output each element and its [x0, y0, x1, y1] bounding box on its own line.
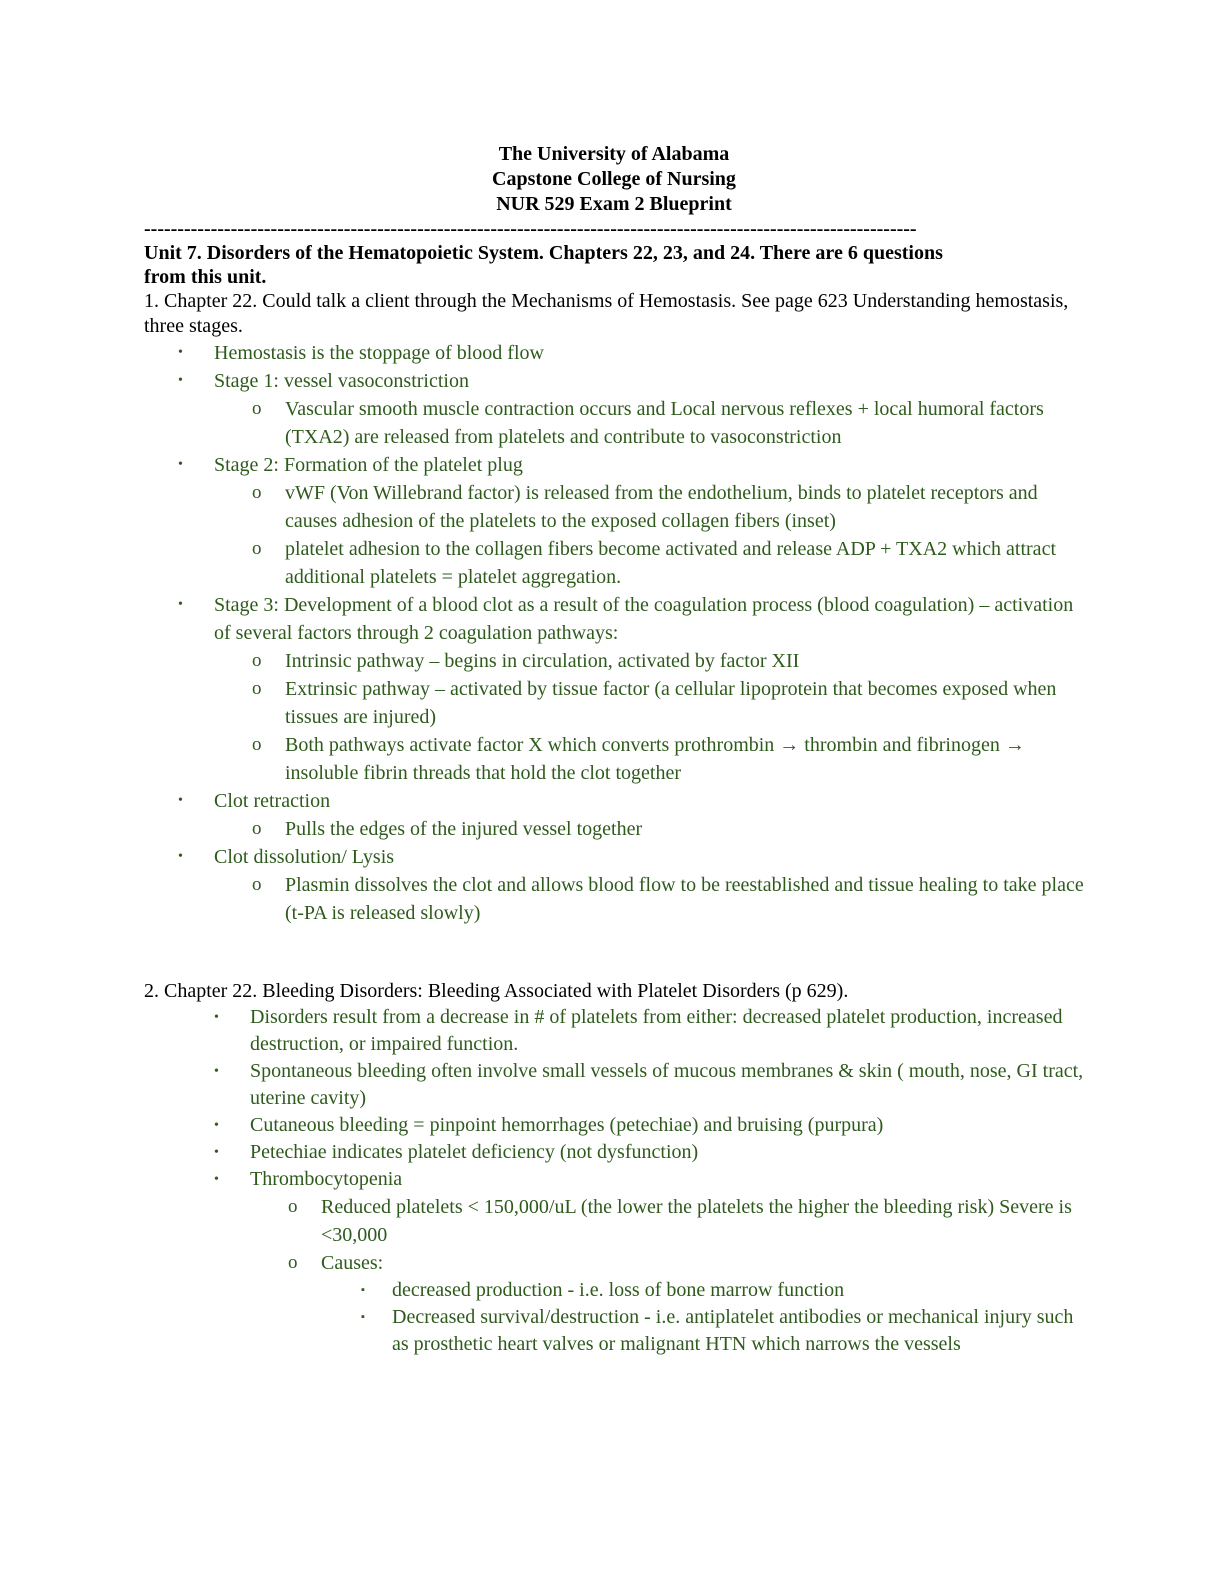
university-title: The University of Alabama	[498, 143, 730, 165]
bullet-icon: •	[178, 373, 183, 388]
page-content	[144, 142, 1084, 1358]
dashed-divider: --------------------------------------------------------------------------------------------------------------------	[144, 218, 917, 240]
bullet-icon: •	[214, 1145, 219, 1160]
sub-list-item: o Vascular smooth muscle contraction occurs and Local nervous reflexes + local humoral factors (TXA2) are released from platelets and contribute to vasoconstriction	[214, 395, 1084, 451]
list-item: • Cutaneous bleeding = pinpoint hemorrhages (petechiae) and bruising (purpura)	[144, 1112, 1084, 1139]
question-2-list	[144, 1004, 1084, 1358]
sub-sub-list-item: ▪ Decreased survival/destruction - i.e. antiplatelet antibodies or mechanical injury such as prosthetic heart valves or malignant HTN which narrows the vessels	[361, 1306, 1074, 1355]
list-item: • Hemostasis is the stoppage of blood flow	[144, 339, 1084, 367]
sub-sub-list-item: ▪ decreased production - i.e. loss of bone marrow function	[321, 1277, 1084, 1304]
bullet-icon: •	[214, 1064, 219, 1079]
sub-list-item: o Both pathways activate factor X which converts prothrombin → thrombin and fibrinogen → insoluble fibrin threads that hold the clot together	[214, 731, 1084, 787]
bullet-icon: •	[214, 1118, 219, 1133]
sub-list-item: o Extrinsic pathway – activated by tissue factor (a cellular lipoprotein that becomes exposed when tissues are injured)	[214, 675, 1084, 731]
circle-bullet-icon: o	[252, 398, 262, 419]
list-item: • Spontaneous bleeding often involve small vessels of mucous membranes & skin ( mouth, nose, GI tract, uterine cavity)	[214, 1060, 1084, 1109]
circle-bullet-icon: o	[252, 538, 262, 559]
sub-list-item: o Reduced platelets < 150,000/uL (the lower the platelets the higher the bleeding risk) Severe is <30,000	[250, 1193, 1084, 1249]
circle-bullet-icon: o	[252, 874, 262, 895]
sub-list-item: o Plasmin dissolves the clot and allows blood flow to be reestablished and tissue healing to take place (t-PA is released slowly)	[214, 871, 1084, 927]
circle-bullet-icon: o	[252, 482, 262, 503]
bullet-icon: •	[214, 1010, 219, 1025]
list-item: • Clot dissolution/ Lysis o Plasmin dissolves the clot and allows blood flow to be reestablished and tissue healing to take place (t-PA is released slowly)	[144, 843, 1084, 927]
question-2-heading: 2. Chapter 22. Bleeding Disorders: Bleeding Associated with Platelet Disorders (p 629).	[144, 980, 849, 1002]
bullet-icon: •	[178, 597, 183, 612]
list-item: • Petechiae indicates platelet deficiency (not dysfunction)	[144, 1139, 1084, 1166]
question-2-section	[144, 979, 1084, 1358]
list-item: • Clot retraction o Pulls the edges of the injured vessel together	[144, 787, 1084, 843]
college-title: Capstone College of Nursing	[492, 168, 736, 190]
circle-bullet-icon: o	[252, 650, 262, 671]
bullet-icon: •	[178, 345, 183, 360]
list-item: • Stage 3: Development of a blood clot as a result of the coagulation process (blood coagulation) – activation of several factors through 2 coagulation pathways: o Intrinsic pathway – begins in circulation, activated by factor XII o Extrinsic pathway – activated by tissue factor (a cellular lipoprotein that becomes exposed when tissues are injured) o Both pathways activate factor X which converts prothrombin → thrombin and fibrinogen → insoluble fibrin threads that hold the clot together	[144, 591, 1084, 787]
sub-list-item: o Intrinsic pathway – begins in circulation, activated by factor XII	[214, 647, 1084, 675]
bullet-icon: •	[214, 1172, 219, 1187]
sub-list-item: o vWF (Von Willebrand factor) is released from the endothelium, binds to platelet receptors and causes adhesion of the platelets to the exposed collagen fibers (inset)	[214, 479, 1084, 535]
bullet-icon: •	[178, 793, 183, 808]
list-item: • Thrombocytopenia o Reduced platelets < 150,000/uL (the lower the platelets the higher the bleeding risk) Severe is <30,000 o Causes: ▪ decreased production - i.e. loss of bone marrow function ▪ Decreased survival/destruction - i.e. antiplatelet antibodies or mechanical injury such as prosthetic heart valves or malignant HTN which narrows the vessels	[144, 1166, 1084, 1358]
square-bullet-icon: ▪	[361, 1284, 365, 1296]
circle-bullet-icon: o	[252, 818, 262, 839]
list-item: • Stage 2: Formation of the platelet plug o vWF (Von Willebrand factor) is released from the endothelium, binds to platelet receptors and causes adhesion of the platelets to the exposed collagen fibers (inset) o platelet adhesion to the collagen fibers become activated and release ADP + TXA2 which attract additional platelets = platelet aggregation.	[144, 451, 1084, 591]
square-bullet-icon: ▪	[361, 1311, 365, 1323]
sub-list-item: o platelet adhesion to the collagen fibers become activated and release ADP + TXA2 which attract additional platelets = platelet aggregation.	[214, 535, 1084, 591]
list-item: • Stage 1: vessel vasoconstriction o Vascular smooth muscle contraction occurs and Local nervous reflexes + local humoral factors (TXA2) are released from platelets and contribute to vasoconstriction	[144, 367, 1084, 451]
circle-bullet-icon: o	[288, 1252, 298, 1273]
question-1-list	[144, 339, 1084, 927]
unit-heading: Unit 7. Disorders of the Hematopoietic System. Chapters 22, 23, and 24. There are 6 questions from this unit.	[144, 242, 943, 288]
bullet-icon: •	[178, 457, 183, 472]
circle-bullet-icon: o	[252, 734, 262, 755]
bullet-icon: •	[178, 849, 183, 864]
sub-list-item: o Pulls the edges of the injured vessel together	[214, 815, 1084, 843]
exam-title: NUR 529 Exam 2 Blueprint	[496, 193, 732, 215]
circle-bullet-icon: o	[288, 1196, 298, 1217]
circle-bullet-icon: o	[252, 678, 262, 699]
question-1-heading: 1. Chapter 22. Could talk a client through the Mechanisms of Hemostasis. See page 623 Understanding hemostasis, three stages.	[144, 290, 1069, 337]
spacer	[144, 927, 1084, 979]
document-header	[144, 142, 1084, 217]
list-item: • Disorders result from a decrease in # of platelets from either: decreased platelet production, increased destruction, or impaired function.	[214, 1006, 1063, 1055]
sub-list-item: o Causes: ▪ decreased production - i.e. loss of bone marrow function ▪ Decreased survival/destruction - i.e. antiplatelet antibodies or mechanical injury such as prosthetic heart valves or malignant HTN which narrows the vessels	[250, 1249, 1084, 1358]
